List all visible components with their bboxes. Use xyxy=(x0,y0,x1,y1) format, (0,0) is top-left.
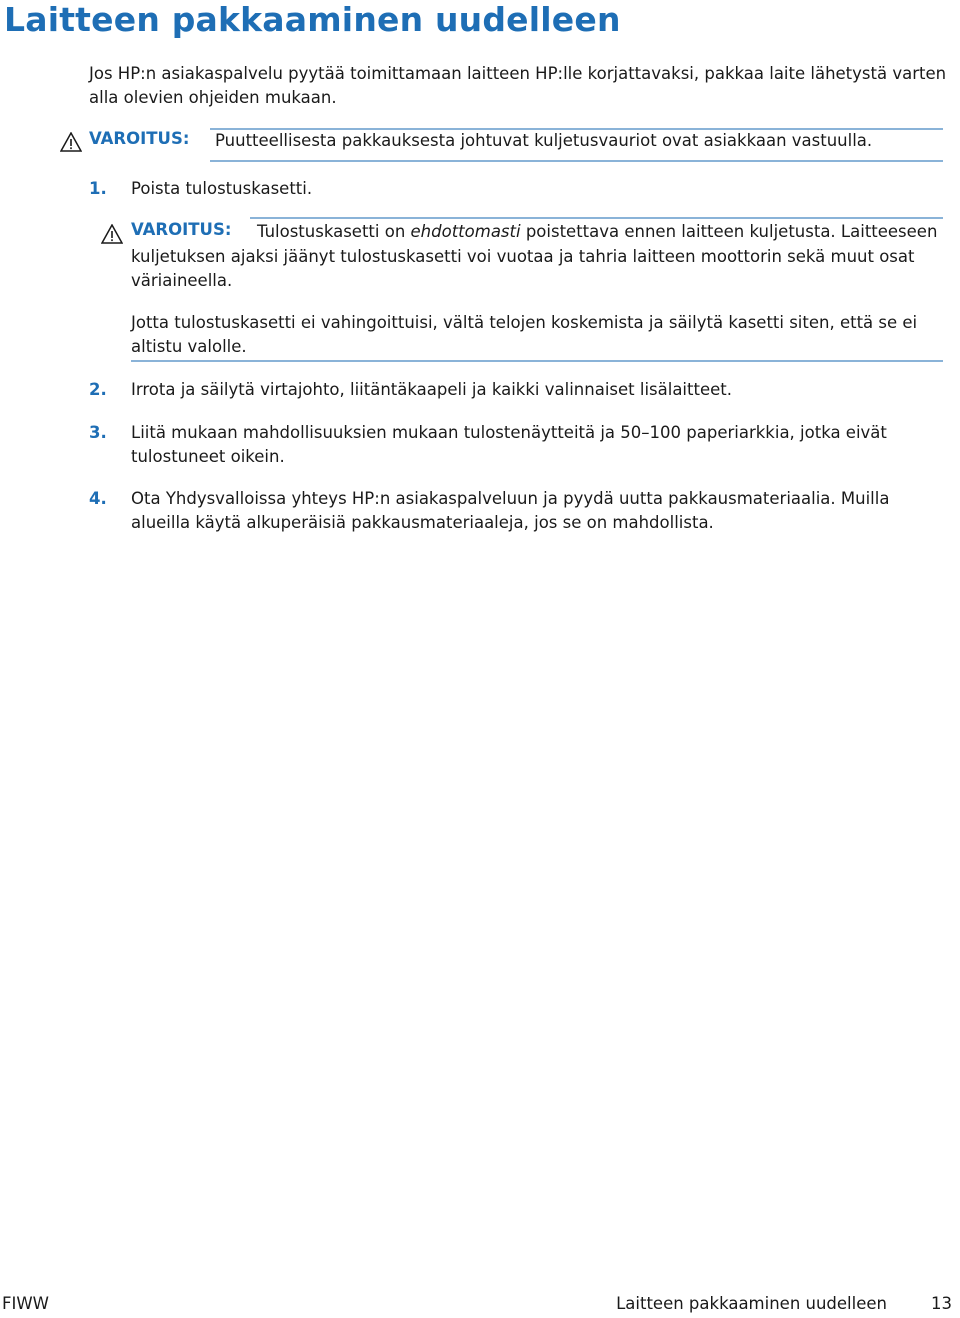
warning-triangle-icon xyxy=(60,132,82,152)
warning-text-pre: Tulostuskasetti on xyxy=(257,222,411,241)
step-text: Irrota ja säilytä virtajohto, liitäntäkaapeli ja kaikki valinnaiset lisälaitteet. xyxy=(131,380,732,399)
footer-right xyxy=(616,1294,952,1313)
page-number: 13 xyxy=(931,1294,952,1313)
footer-section-title: Laitteen pakkaaminen uudelleen xyxy=(616,1294,887,1313)
warning-label: VAROITUS: xyxy=(89,129,190,148)
footer-locale: FIWW xyxy=(2,1294,49,1313)
step-number: 2. xyxy=(89,380,107,399)
step-number: 4. xyxy=(89,489,107,508)
step-text: Liitä mukaan mahdollisuuksien mukaan tulostenäytteitä ja 50–100 paperiarkkia, jotka eivät tulostuneet oikein. xyxy=(131,423,887,466)
warning-text: Puutteellisesta pakkauksesta johtuvat kuljetusvauriot ovat asiakkaan vastuulla. xyxy=(215,131,873,150)
warning-text-continued: kuljetuksen ajaksi jäänyt tulostuskasetti voi vuotaa ja tahria laitteen moottorin sekä muut osat väriaineella. xyxy=(131,247,915,290)
warning-bottom-rule xyxy=(210,160,943,162)
step-text: Poista tulostuskasetti. xyxy=(131,179,313,198)
warning-triangle-icon xyxy=(101,224,123,244)
warning-main xyxy=(89,129,949,159)
step-number: 1. xyxy=(89,179,107,198)
warning-emphasis: ehdottomasti xyxy=(410,222,521,241)
warning-label: VAROITUS: xyxy=(131,220,232,239)
warning-note: Jotta tulostuskasetti ei vahingoittuisi, vältä telojen koskemista ja säilytä kasetti siten, että se ei altistu valolle. xyxy=(131,313,918,356)
nested-warning-top-rule xyxy=(250,217,943,219)
warning-text-line1 xyxy=(257,220,937,244)
step-text: Ota Yhdysvalloissa yhteys HP:n asiakaspalveluun ja pyydä uutta pakkausmateriaalia. Muilla alueilla käytä alkuperäisiä pakkausmateriaaleja, jos se on mahdollista. xyxy=(131,489,890,532)
warning-text-post: poistettava ennen laitteen kuljetusta. Laitteeseen xyxy=(520,222,938,241)
nested-warning-bottom-rule xyxy=(131,360,943,362)
step-number: 3. xyxy=(89,423,107,442)
page-title: Laitteen pakkaaminen uudelleen xyxy=(4,0,621,39)
intro-paragraph: Jos HP:n asiakaspalvelu pyytää toimittamaan laitteen HP:lle korjattavaksi, pakkaa laite lähetystä varten alla olevien ohjeiden mukaan. xyxy=(89,64,947,107)
